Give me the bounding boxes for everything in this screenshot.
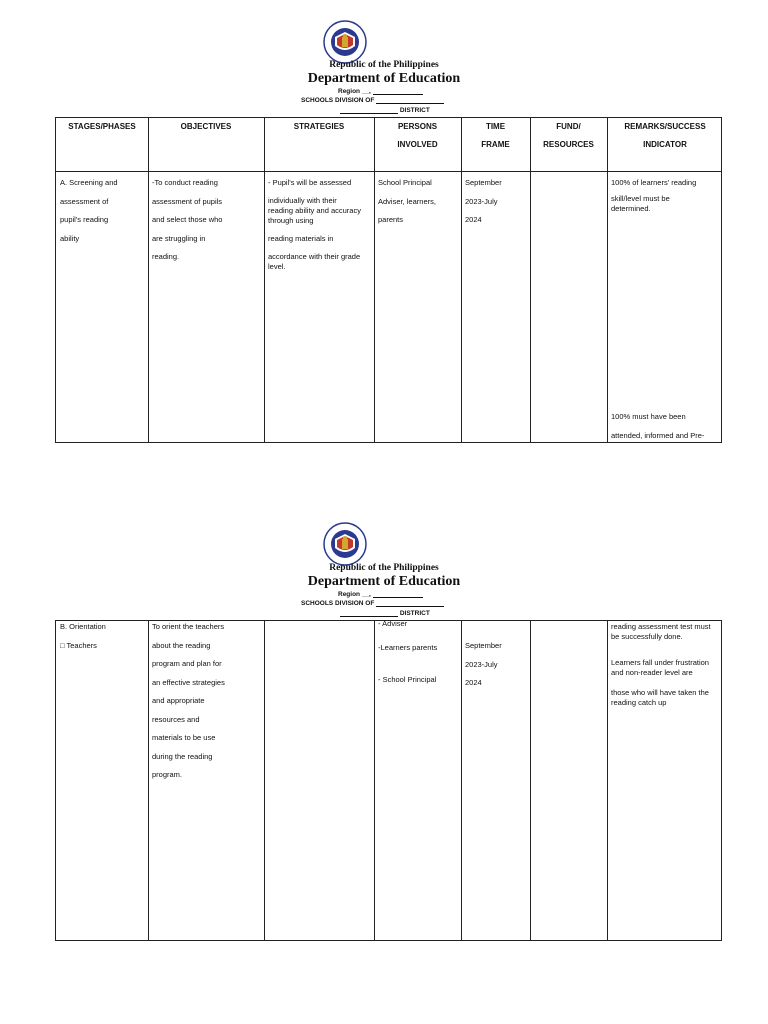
- district-blank: [340, 610, 398, 617]
- deped-seal-icon: [323, 20, 367, 64]
- header-strategies: STRATEGIES: [293, 122, 345, 131]
- republic-title: Republic of the Philippines: [329, 60, 439, 70]
- division-line: [301, 600, 444, 607]
- header-remarks: REMARKS/SUCCESS INDICATOR: [624, 122, 706, 149]
- region-line: [338, 591, 423, 598]
- district-label: DISTRICT: [399, 107, 430, 114]
- plan-table-2: [55, 620, 722, 941]
- page-1: [0, 0, 768, 450]
- region-blank: [373, 88, 423, 95]
- row-b-persons: - Adviser -Learners parents - School Principal: [378, 619, 438, 684]
- header-fund: FUND/ RESOURCES: [543, 122, 594, 149]
- row-b-stage: B. Orientation □ Teachers: [60, 622, 106, 650]
- region-label: Region __,: [338, 88, 371, 95]
- division-line: [301, 97, 444, 104]
- row-b-objective: To orient the teachers about the reading program and plan for an effective strategies and appropriate resources and materials to be use during the reading program.: [152, 622, 225, 779]
- department-title: Department of Education: [307, 71, 461, 86]
- deped-seal-icon: [323, 522, 367, 566]
- header-stages: STAGES/PHASES: [68, 122, 136, 131]
- division-blank: [376, 97, 444, 104]
- row-a-remarks: 100% of learners' reading skill/level must be determined.: [611, 178, 697, 213]
- division-label: SCHOOLS DIVISION OF: [301, 600, 375, 607]
- row-a-strategy: - Pupil's will be assessed individually with their reading ability and accuracy through using reading materials in accordance with their grade level.: [268, 178, 361, 271]
- row-b-time: September 2023-July 2024: [465, 641, 502, 687]
- region-line: [338, 88, 423, 95]
- page-2: [0, 500, 768, 950]
- district-blank: [340, 107, 398, 114]
- department-title: Department of Education: [307, 574, 461, 589]
- header-objectives: OBJECTIVES: [180, 122, 232, 131]
- header-persons: PERSONS INVOLVED: [397, 122, 438, 149]
- row-a-time: September 2023-July 2024: [465, 178, 502, 224]
- division-label: SCHOOLS DIVISION OF: [301, 97, 375, 104]
- district-line: [340, 107, 430, 114]
- region-blank: [373, 591, 423, 598]
- district-line: [340, 610, 430, 617]
- district-label: DISTRICT: [399, 610, 430, 617]
- row-b-remarks: reading assessment test must be successfully done. Learners fall under frustration and non-reader level are those who will have taken the reading catch up: [611, 622, 711, 707]
- row-a-objective: -To conduct reading assessment of pupils and select those who are struggling in reading.: [152, 178, 223, 261]
- region-label: Region __,: [338, 591, 371, 598]
- row-a-persons: School Principal Adviser, learners, parents: [378, 178, 436, 224]
- division-blank: [376, 600, 444, 607]
- republic-title: Republic of the Philippines: [329, 563, 439, 573]
- row-a-remarks-continued: 100% must have been attended, informed and Pre-: [611, 412, 705, 440]
- header-time-frame: TIME FRAME: [481, 122, 510, 149]
- plan-table-1: [55, 117, 722, 443]
- row-a-stage: A. Screening and assessment of pupil's reading ability: [60, 178, 118, 243]
